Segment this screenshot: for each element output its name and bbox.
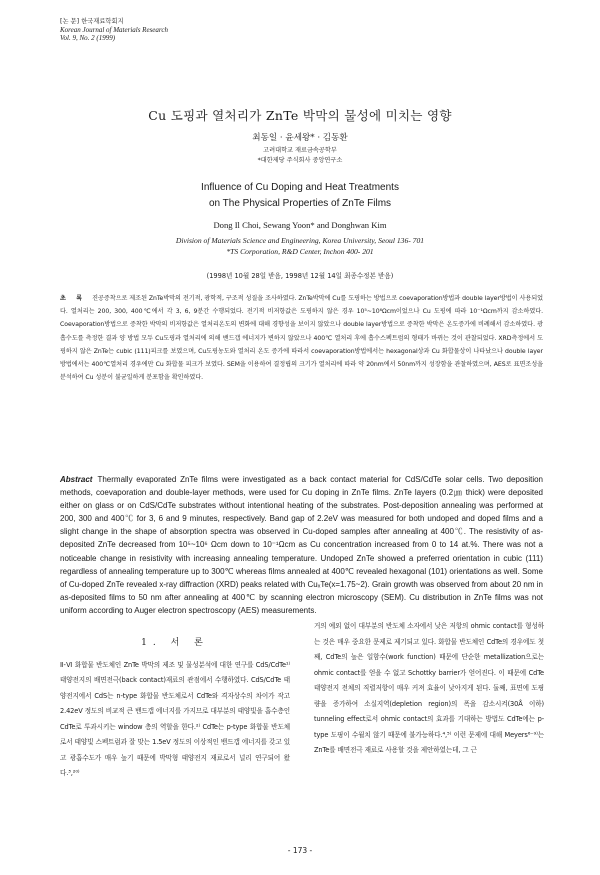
affiliation-english-1: Division of Materials Science and Engineering, Korea University, Seoul 136- 701 (175, 236, 425, 245)
journal-volume: Vol. 9, No. 2 (1999) (60, 34, 116, 43)
affiliation-korean-2: *대한제당 주식회사 중앙연구소 (257, 157, 343, 164)
section-heading: 1. 서 론 (141, 638, 209, 648)
title-english-line-1: Influence of Cu Doping and Heat Treatments (201, 182, 399, 193)
intro-paragraph-left: Ⅱ-Ⅵ 화합물 반도체인 ZnTe 박막의 제조 및 물성분석에 대한 연구를 CdS/CdTe¹⁾ 태양전지의 배면전극(back contact)재료의 관점에서 수행하였다. CdS/CdTe 태양전지에서 CdS는 n-type 화합물 반도체로서 CdTe와 격자상수의 차이가 작고 2.42eV 정도의 비교적 큰 밴드갭 에너지를 가지므로 대부분의 태양빛을 흡수층인 CdTe로 투과시키는 window 층의 역할을 한다.²⁾ CdTe는 p-type 화합물 반도체로서 태양빛 스펙트럼과 잘 맞는 1.5eV 정도의 이상적인 밴드갭 에너지를 갖고 있고 광흡수도가 매우 높기 때문에 박막형 태양전지 재료로서 널리 연구되어 왔다.³‚²⁰⁾ (60, 660, 290, 777)
abstract-korean-text: 진공증착으로 제조된 ZnTe박막의 전기적, 광학적, 구조적 성질을 조사하였다. ZnTe박막에 Cu를 도핑하는 방법으로 coevaporation방법과 double layer방법이 사용되었다. 열처리는 200, 300, 400℃에서 각 3, 6, 9분간 수행되었다. 전기적 비저항값은 도핑하지 않은 경우 10⁵~10⁶Ωcm이었으나 Cu 도핑에 따라 10⁻¹Ωcm까지 감소하였다. Coevaporation방법으로 증착한 박막의 비저항값은 열처리온도의 변화에 대해 경향성을 보이지 않았으나 double layer방법으로 증착한 박막은 온도증가에 비례해서 감소하였다. 광흡수도를 측정한 결과 양 방법 모두 Cu도핑과 열처리에 의해 밴드갭 에너지가 변하지 않았으나 400℃ 열처리 후에 흡수스펙트럼의 형태가 바뀌는 것이 관찰되었다. XRD측정에서 도핑하지 않은 ZnTe는 cubic (111)피크를 보였으며, Cu도핑농도와 열처리 온도 증가에 따라서 coevaporation방법에서는 hexagonal상과 Cu 화합물상이 나타났으나 double layer방법에서는 400℃열처리 경우에만 Cu 화합물 피크가 보였다. SEM을 이용하여 결정립의 크기가 열처리에 따라 약 20nm에서 50nm까지 성장함을 관찰하였으며, AES로 표면조성을 분석하여 Cu 성분이 불균일하게 분포함을 확인하였다. (60, 295, 543, 382)
affiliation-english (0, 235, 600, 257)
abstract-english (60, 473, 543, 617)
affiliation-korean-1: 고려대학교 재료금속공학부 (263, 147, 337, 154)
affiliation-korean (0, 146, 600, 166)
authors-korean: 최동일 · 윤세왕* · 김동환 (252, 133, 348, 143)
body-column-left (60, 636, 290, 782)
title-english (0, 180, 600, 212)
body-column-right (314, 619, 544, 759)
page-number: - 173 - (287, 846, 313, 855)
intro-paragraph-right: 거의 예외 없이 대부분의 반도체 소자에서 낮은 저항의 ohmic contact를 형성하는 것은 매우 중요한 문제로 제기되고 있다. 화합물 반도체인 CdTe의 경우에도 첫째, CdTe의 높은 일함수(work function) 때문에 단순한 metallization으로는 ohmic contact를 얻을 수 없고 Schottky barrier가 얻어진다. 이 때문에 CdTe 태양전지 전체의 직렬저항이 매우 커져 효율이 낮아지게 된다. 둘째, 표면에 도핑량을 증가하여 소실지역(depletion region)의 폭을 감소시켜(30Å 이하) tunneling effect로서 ohmic contact의 효과를 기대하는 방법도 CdTe에는 p-type 도핑이 수월치 않기 때문에 불가능하다.⁴‚⁵⁾ 이런 문제에 대해 Meyers⁶⁻⁹⁾는 ZnTe를 배면전극 재료로 사용할 것을 제안하였는데, 그 근 (314, 622, 544, 754)
journal-name-en: Korean Journal of Materials Research (60, 26, 168, 35)
journal-name-ko: [논 문] 한국재료학회지 (60, 18, 124, 25)
title-korean: Cu 도핑과 열처리가 ZnTe 박막의 물성에 미치는 영향 (148, 108, 452, 123)
abstract-korean (60, 292, 543, 384)
abstract-english-text: Thermally evaporated ZnTe films were investigated as a back contact material for CdS/CdTe solar cells. Two deposition methods, coevaporation and double-layer methods, were used for Cu doping in ZnTe films. ZnTe layers (0.2㎛ thick) were deposited either on glass or on CdS/CdTe substrates without intentional heating of the substrates. Post-deposition annealing was performed at 200, 300 and 400℃ for 3, 6 and 9 minutes, respectively. Band gap of 2.2eV was measured for both undoped and doped films and a slight change in the shape of absorption spectra was observed in Cu-doped samples after annealing at 400℃. The resistivity of as-deposited ZnTe decreased from 10⁵~10⁶ Ωcm down to 10⁻¹Ωcm as Cu concentration increased from 0 to 14 at.%. There was not a noticeable change in resistivity with increasing annealing temperature. Undoped ZnTe showed a preferred orientation in cubic (111) regardless of annealing temperature up to 300℃ whereas films annealed at 400℃ revealed hexagonal (101) orientations as well. Some of Cu-doped ZnTe revealed x-ray diffraction (XRD) peaks related with CuₓTe(x=1.75~2). Grain growth was observed from about 20 nm in as-deposited films to 50 nm after annealing at 400℃ by scanning electron microscopy (SEM). Cu distribution in ZnTe films was not uniform according to Auger electron spectroscopy (AES) measurements. (60, 475, 543, 615)
abstract-english-label: Abstract (60, 475, 93, 484)
title-english-line-2: on The Physical Properties of ZnTe Films (208, 198, 392, 209)
received-dates: (1998년 10월 28일 받음, 1998년 12월 14일 최종수정본 받음) (206, 272, 394, 280)
abstract-korean-label: 초 록 (60, 295, 87, 302)
affiliation-english-2: *TS Corporation, R&D Center, Inchon 400- 201 (226, 247, 374, 256)
authors-english: Dong Il Choi, Sewang Yoon* and Donghwan Kim (213, 220, 387, 230)
journal-header (60, 18, 168, 43)
